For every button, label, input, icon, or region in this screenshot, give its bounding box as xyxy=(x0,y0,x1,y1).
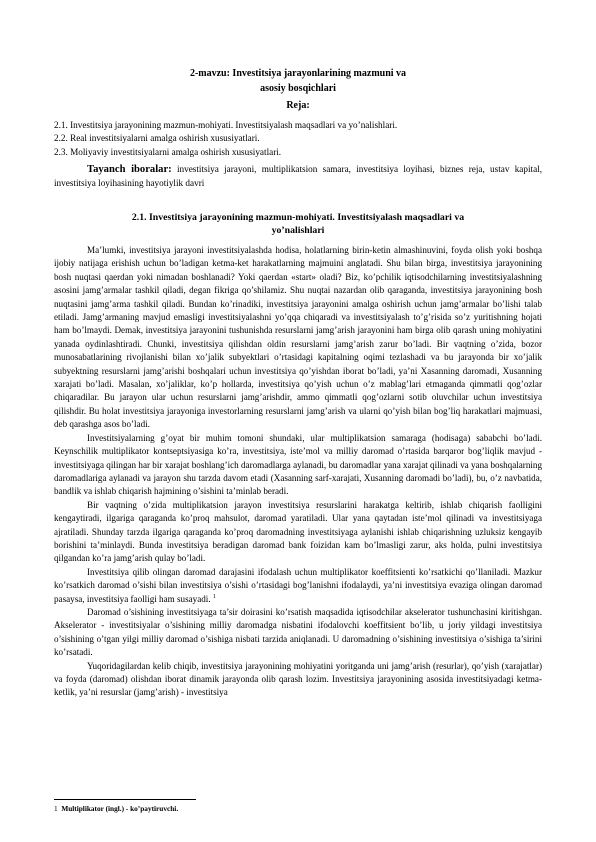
keywords-paragraph xyxy=(54,163,542,190)
section-heading-line-2: yo’nalishlari xyxy=(271,225,325,237)
plan-item: 2.1. Investitsiya jarayonining mazmun-mohiyati. Investitsiyalash maqsadlari va yo’nalishlari. xyxy=(54,120,398,130)
footnote-number: 1 xyxy=(54,804,58,813)
body-paragraph: Bir vaqtning o’zida multiplikatsion jarayon investitsiya resurslarini harakatga keltirib, ishlab chiqarish faolligini kengaytiradi, ilgariga qaraganda ko’proq mahsulot, daromad yaratiladi. Ular yana qaytadan iste’mol qilinadi va investitsiyaga ajratiladi. Shunday tarzda ilgariga qaraganda ko’proq daromadning investitsiyaga aylanishi ishlab chiqarishning uzluksiz kengayib borishini ta’minlaydi. Bunda investitsiya beradigan daromad bank foizidan kam bo’lmasligi zarur, aks holda, pulni investitsiya qilgandan ko’ra jamg’arish qulay bo’ladi. xyxy=(54,499,542,564)
body-paragraph-text: Investitsiya qilib olingan daromad darajasini ifodalash uchun multiplikator koeffitsienti ko’rsatkichi qo’llaniladi. Mazkur ko’rsatkich daromad o’sishi bilan investitsiya o’sishi o’rtasidagi bog’lanishni ifodalaydi, ya’ni investitsiya evaziga olingan daromad pasaysa, investitsiya faolligi ham susayadi. xyxy=(54,566,542,604)
body-paragraph: Yuqoridagilardan kelib chiqib, investitsiya jarayonining mohiyatini yoritganda uni jamg’arish (resurlar), qo’yish (xarajatlar) va foyda (daromad) olishdan iborat dinamik jarayonda olib qarash lozim. Investitsiya jarayonining asosida investitsiyadagi ketma-ketlik, ya’ni resurslar (jamg’arish) - investitsiya xyxy=(54,660,542,698)
keywords-text: investitsiya jarayoni, multiplikatsion samara, investitsiya loyihasi, biznes reja, ustav kapital, investitsiya loyihasining hayotiylik davri xyxy=(54,164,542,188)
footnote-text: Multiplikator (ingl.) - ko’paytiruvchi. xyxy=(61,804,179,813)
body-text xyxy=(54,244,542,700)
topic-title-line-2: asosiy bosqichlari xyxy=(260,83,336,94)
plan-list xyxy=(54,119,542,159)
body-paragraph: Ma’lumki, investitsiya jarayoni investitsiyalashda hodisa, holatlarning birin-ketin almashinuvini, foyda olish yoki boshqa ijobiy natijaga erishish uchun bo’ladigan ketma-ket harakatlarning majmuini anglatadi. Shu bilan birga, investitsiya jarayonining bosh nuqtasi qaerdan yoki nimadan boshlanadi? Yoki qaerdan «start» oladi? Biz, ko’pchilik iqtisodchilarning investitsiyalashning asosini jamg’armalar tashkil qiladi, degan fikriga qo’shilamiz. Shu nuqtai nazardan olib qaraganda, investitsiya jarayonining bosh nuqtasini jamg’arma tashkil qiladi. Bundan ko’rinadiki, investitsiya jarayonini amalga oshirish uchun jamg’armalar bo’lishi talab etiladi. Jamg’armaning mavjud emasligi investitsiyalashni yo’qqa chiqaradi va investitsiyalash to’g’risida so’z yuritishning hojati ham bo’lmaydi. Demak, investitsiya jarayonini tushunishda resurslarni jamg’arish jarayonini ham birga olib qarash uning mohiyatini yanada oydinlashtiradi. Chunki, investitsiya qilishdan oldin resurslarni jamg’arish zarur bo’ladi. Bir vaqtning o’zida, bozor munosabatlarining rivojlanishi bilan xo’jalik subyektlari o’rtasidagi kapitalning oqimi tezlashadi va bu jarayonda bir xo’jalik subyektning resurslarni jamg’arishi boshqalari uchun investitsiya qo’yishdan iborat bo’ladi, ya’ni Xasanning daromadi, Xusanning xarajati bo’ladi. Masalan, xo’jaliklar, ko’p hollarda, investitsiya qo’yish uchun o’z mablag’lari etmaganda qimmatli qog’ozlar chiqaradilar. Bu jarayon ular uchun resurslarni jamg’arishdir, ammo qimmatli qog’ozlarni sotib oluvchilar uchun investitsiya qilishdir. Bu holat investitsiya jarayoniga investorlarning resurslarni jamg’arish va ularni qo’yish bilan bog’liq harakatlari majmuasi, deb qarashga asos bo’ladi. xyxy=(54,245,542,430)
footnote-separator xyxy=(54,799,196,800)
footnote-reference[interactable]: 1 xyxy=(212,593,216,600)
topic-title xyxy=(54,66,542,96)
footnote xyxy=(54,804,178,813)
section-heading-line-1: 2.1. Investitsiya jarayonining mazmun-mohiyati. Investitsiyalash maqsadlari va xyxy=(131,212,465,223)
section-heading xyxy=(54,211,542,238)
body-paragraph: Investitsiyalarning g’oyat bir muhim tomoni shundaki, ular multiplikatsion samaraga (hodisaga) sababchi bo’ladi. Keynschilik multiplikator kontseptsiyasiga ko’ra, investitsiya, iste’mol va milliy daromad o’rtasida barqaror bog’liqlik mavjud - investitsiyaga qilingan har bir xarajat boshlang’ich daromadlarga aylanadi, bu daromadlar yana xarajat qilinadi va yana boshqalarning daromadlariga aylanadi va jarayon shu tarzda davom etadi (Xasanning sarf-xarajati, Xusanning daromadi bo’ladi), bu, o’z navbatida, bandlik va ishlab chiqarish hajmining o’sishini ta’minlab beradi. xyxy=(54,432,542,497)
plan-item: 2.2. Real investitsiyalarni amalga oshirish xususiyatlari. xyxy=(54,133,260,144)
plan-item: 2.3. Moliyaviy investitsiyalarni amalga oshirish xususiyatlari. xyxy=(54,146,282,157)
body-paragraph: Daromad o’sishining investitsiyaga ta’sir doirasini ko’rsatish maqsadida iqtisodchilar akselerator tushunchasini kiritishgan. Akselerator - investitsiyalar o’sishining milliy daromadga nisbatini ifodalovchi koeffitsient bo’lib, u joriy yildagi investitsiya o’sishining o’tgan yilgi milliy daromad o’sishiga nisbati tarzida aniqlanadi. U daromadning o’sishining investitsiya o’sishiga ta’sirini ko’rsatadi. xyxy=(54,606,542,658)
body-paragraph xyxy=(54,566,542,606)
topic-title-line-1: 2-mavzu: Investitsiya jarayonlarining mazmuni va xyxy=(189,68,407,79)
keywords-label: Tayanch iboralar: xyxy=(87,164,172,175)
plan-heading: Reja: xyxy=(286,100,310,111)
